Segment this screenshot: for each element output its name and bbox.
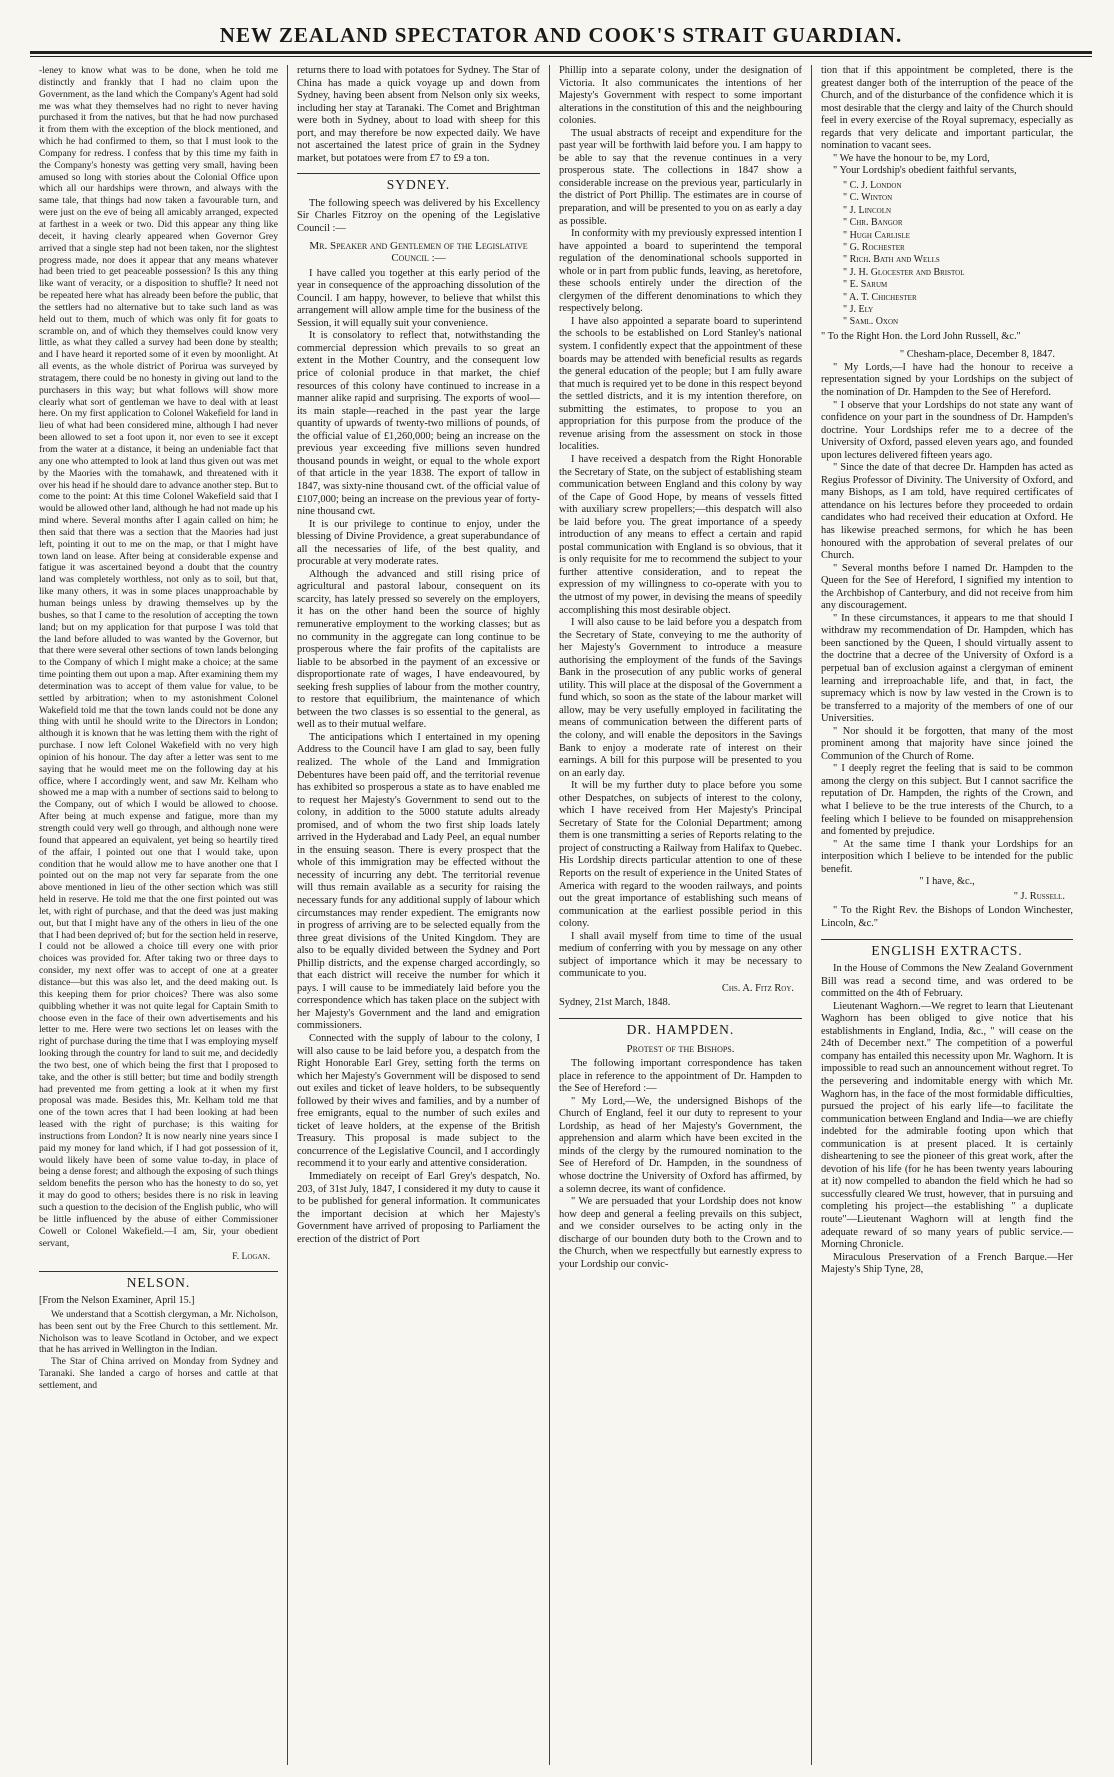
column-1 bbox=[30, 65, 288, 1765]
masthead: NEW ZEALAND SPECTATOR AND COOK'S STRAIT GUARDIAN. bbox=[219, 23, 903, 47]
extract-paragraph: In the House of Commons the New Zealand Government Bill was read a second time, and was ordered to be committed on the 4th of February. bbox=[821, 963, 1073, 1000]
speech-paragraph: I have received a despatch from the Right Honorable the Secretary of State, on the subject of establishing steam communication between England and this colony by way of the Cape of Good Hope, by means of vessels fitted with auxiliary screw propellers;—this despatch will also be laid before you. The great importance of a speedy introduction of any means to effect a certain and rapid postal communication with England is so obvious, that it is only requisite for me to recommend the subject to your further attentive consideration, and to repeat the expression of my willingness to co-operate with you to the utmost of my power, in devising the means of speedily accomplishing this most desirable object. bbox=[559, 453, 802, 616]
column-4 bbox=[812, 65, 1082, 1765]
bishop-signature: " J. Lincoln bbox=[843, 204, 892, 216]
bishop-signature: " Hugh Carlisle bbox=[843, 229, 910, 241]
bishop-signature: " C. Winton bbox=[843, 192, 893, 204]
sydney-intro: The following speech was delivered by his Excellency Sir Charles Fitzroy on the opening of the Legislative Council :— bbox=[297, 197, 540, 235]
speech-paragraph: The usual abstracts of receipt and expenditure for the past year will be forthwith laid before you. I am happy to be able to say that the revenue continues in a very prosperous state. The collections in 1847 show a considerable increase on the previous year, particularly in the district of Port Phillip. The estimates are in course of preparation, and will be presented to you on as early a day as possible. bbox=[559, 127, 802, 227]
protest-address: " To the Right Hon. the Lord John Russell, &c." bbox=[821, 330, 1021, 342]
bishop-signatures bbox=[843, 180, 1073, 329]
protest-paragraph: tion that if this appointment be completed, there is the greatest danger both of the interruption of the peace of the Church, and of the disturbance of the confidence which it is most desirable that the clergy and laity of the Church should feel in every exercise of the Royal supremacy, especially as regards that very delicate and important particular, the nomination to vacant sees. bbox=[821, 65, 1073, 152]
bishop-signature: " A. T. Chichester bbox=[843, 291, 917, 303]
speech-paragraph: I have also appointed a separate board to superintend the schools to be established on Lord Stanley's national system. I confidently expect that the appointment of these boards may be attended with beneficial results as regards the general education of the people; but I am fully aware that much is required yet to be done in this respect beyond the settled districts, and it is my intention therefore, on submitting the estimates, to propose to you an appropriation for this purpose from the produce of the revenue arising from the assessment on stock in those localities. bbox=[559, 315, 802, 453]
reply-paragraph: " I deeply regret the feeling that is said to be common among the clergy on this subject. But I cannot sacrifice the reputation of Dr. Hampden, the rights of the Crown, and what I believe to be the true interests of the Church, to a feeling which I believe to be founded on misapprehension and fomented by prejudice. bbox=[821, 763, 1073, 838]
logan-letter-text: -leney to know what was to be done, when he told me distinctly and frankly that I had no claim upon the Government, as the land which the Company's Agent had sold me was what they themselves had no right to never having purchased it from the natives, but that he had now purchased it from them with the exception of the block mentioned, and which he had confirmed to them, so that I must look to the Company for redress. I confess that by this time my faith in the Company's honesty was getting very small, having been amused so long with stories about the Colonial Office upon which all our hardships were thrown, and always with the same tale, that things had now taken a favourable turn, and were just on the eve of being all amicably arranged, expected at farthest in a week or two. Did this appear any thing like deceit, it having clearly appeared when Governor Grey arrived that a single step had not been taken, nor the slightest progress made, nor does it appear that any means whatever had been tried to get peaceable possession? Is this any thing like want of veracity, or a disposition to shuffle? It need not be repeated here what has already been before the public, that the settlers had no alternative but to take such land as was held out to them, much of which was only fit for goats to scramble on, and of which they themselves could know very little, as what they called a survey had been done by stealth; and I have heard it reported some of it even by moonlight. At all events, as the whole district of Porirua was surveyed by stratagem, there could be no honesty in giving out land to the purchasers in this way; but what follows will show more clearly what sort of gentleman we have to deal with at least here. On my first application to Colonel Wakefield for land in lieu of what had been considered mine, although I had never been allowed to set a foot upon it, nor even to see it except from the water at a distance, it being an undeniable fact that any one who attempted to look at land thus given out was met by the Maories with the tomahawk, and threatened with it over his head if he should dare to advance another step. But to come to the point: At this time Colonel Wakefield said that I would be allowed other land, although he had not made up his mind where. Several months after I again called on him; he then said that there was a section that the Maories had just left, pointing it out to me on the map, or that I might have town land on lease. After being at considerable expense and fatigue it was ascertained beyond a doubt that the country land was completely worthless, not only as to soil, but that, like many others, it was in some places unapproachable by human beings unless by drawing themselves up by the bushes, so that I came to the resolution of accepting the town land; but on my application for that purpose I was told that the land before alluded to was wanted by the Governor, but that there were several other sections of town lands belonging to the Company of which I might make a choice; at the same time pointing them out upon a map. After examining them my determination was to accept of them value for value, to be settled by arbitration; when to my astonishment Colonel Wakefield told me that the town lands could not be done any thing with until he should write to the Directors in London; although it is known that he was letting them with the right of purchase. I now left Colonel Wakefield with no very high opinion of his honour. The day after a letter was sent to me saying that he would meet me on the following day at his office, where I accordingly went, and saw Mr. Kelham who showed me a map with a number of sections said to belong to the Company, out of which I would be allowed to choose. After being at much expense and fatigue, more than my strength could very well go through, and although none were found that appeared an equivalent, yet being so heartily tired of the affair, I pointed out one that I would take, upon condition that he would allow me to have another one that I pointed out on the map not very far separate from the one above mentioned in lieu of the other section which was still held in reserve. He told me that the one first pointed out was let, with right of purchase, and that the deed was just making out, but that I might have any of the others in lieu of the one that I had been deprived of; but for the section held in reserve, I could not be allowed a choice till every one with prior choices was provided for. After taking two or three days to consider, my next offer was to accept of one at a greater distance—but this was also let, and the deed making out. Is this keeping them for prior choices? There was also some quibbling whether it was not quite legal for Captain Smith to choose even in the face of their own advertisements and his letter to me. Here were two sections let on leases with the right of purchase during the time that I was employing myself looking through the country for land to suit me, and decidedly the two best, one of which being the first that I proposed to take, and the other is still better; but time and bodily strength had prevented me from getting a look at it when my first proposal was made. Besides this, Mr. Kelham told me that one of the town acres that I had been looking at had been leased with the right of purchase; is this waiting for instructions from London? It is now nearly nine years since I paid my money for land which, if I had got possession of it, would likely have been of some value to-day, in place of being a dense forest; and although the exposing of such things seldom benefits the person who has the honesty to do so, yet it may do good to others; besides there is no risk in leaving such a question to the decision of the English public, who will be little influenced by the abuse of either Commissioner Cowell or Colonel Wakefield.—I am, Sir, your obedient servant, bbox=[39, 65, 278, 1249]
reply-paragraph: " In these circumstances, it appears to me that should I withdraw my recommendation of Dr. Hampden, which has been sanctioned by the Queen, I should virtually assent to the doctrine that a decree of the University of Oxford is a perpetual ban of exclusion against a clergyman of eminent learning and irreproachable life, and that, in fact, the supremacy which is now by law vested in the Crown is to be transferred to a majority of the members of one of our Universities. bbox=[821, 612, 1073, 725]
fitzroy-signature: Chs. A. Fitz Roy. bbox=[721, 982, 794, 994]
bishop-signature: " E. Sarum bbox=[843, 279, 888, 291]
reply-paragraph: " I observe that your Lordships do not state any want of confidence on your part in the soundness of Dr. Hampden's doctrine. Your Lordships refer me to a decree of the University of Oxford, passed eleven years ago, and founded upon lectures delivered fifteen years ago. bbox=[821, 399, 1073, 461]
column-3 bbox=[550, 65, 812, 1765]
reply-paragraph: " Nor should it be forgotten, that many of the most prominent among that majority have since joined the Communion of the Church of Rome. bbox=[821, 725, 1073, 762]
masthead-rule-thick bbox=[30, 51, 1092, 54]
protest-closing: " We have the honour to be, my Lord, bbox=[833, 152, 990, 164]
speech-paragraph: Connected with the supply of labour to the colony, I will also cause to be laid before you, a despatch from the Right Honorable Earl Grey, setting forth the terms on which her Majesty's Government will be disposed to send out exiles and ticket of leave holders, to be subsequently followed by their wives and families, and by a number of free emigrants, equal to the number of such exiles and ticket of leave holders, at the expense of the British Treasury. This proposal is made subject to the concurrence of the Legislative Council, and I accordingly recommend it to your early and attentive consideration. bbox=[297, 1033, 540, 1170]
speech-paragraph: I have called you together at this early period of the year in consequence of the approaching dissolution of the Council. I am happy, however, to believe that whilst this arrangement will allow ample time for the business of the Session, it will equally suit your convenience. bbox=[297, 267, 540, 329]
protest-closing: " Your Lordship's obedient faithful servants, bbox=[833, 165, 1017, 177]
hampden-subheading: Protest of the Bishops. bbox=[626, 1042, 735, 1055]
bishop-signature: " C. J. London bbox=[843, 179, 902, 191]
extract-paragraph: Miraculous Preservation of a French Barque.—Her Majesty's Ship Tyne, 28, bbox=[821, 1251, 1073, 1276]
nelson-source: [From the Nelson Examiner, April 15.] bbox=[39, 1295, 195, 1307]
sydney-heading: SYDNEY. bbox=[297, 173, 540, 192]
nelson-continued-text: returns there to load with potatoes for Sydney. The Star of China has made a quick voyage up and down from Sydney, having been absent from Nelson only six weeks, including her stay at Taranaki. The Comet and Brightman were both in Sydney, about to load with sheep for this port, and may therefore be now expected daily. We have not ascertained the latest price of grain in the Sydney market, but potatoes were from £7 to £9 a ton. bbox=[297, 65, 540, 164]
speech-paragraph: I shall avail myself from time to time of the usual medium of conferring with you by message on any other subject of importance which it may be necessary to communicate to you. bbox=[559, 930, 802, 980]
hampden-heading: DR. HAMPDEN. bbox=[559, 1018, 802, 1037]
bishop-signature: " Saml. Oxon bbox=[843, 316, 899, 328]
speech-dateline: Sydney, 21st March, 1848. bbox=[559, 997, 671, 1009]
speech-paragraph: It is our privilege to continue to enjoy, under the blessing of Divine Providence, a great superabundance of all the necessaries of life, of the best quality, and procurable at very moderate rates. bbox=[297, 518, 540, 568]
bishop-signature: " J. Ely bbox=[843, 303, 874, 315]
nelson-heading: NELSON. bbox=[39, 1271, 278, 1289]
reply-address: " To the Right Rev. the Bishops of London Winchester, Lincoln, &c." bbox=[821, 905, 1073, 929]
reply-paragraph: " At the same time I thank your Lordships for an interposition which I believe to be intended for the public benefit. bbox=[821, 838, 1073, 875]
extract-paragraph: Lieutenant Waghorn.—We regret to learn that Lieutenant Waghorn has been obliged to give notice that his establishments in England, India, &c., " will cease on the 24th of December next." The competition of a powerful company has entailed this necessity upon Mr. Waghorn. It is impossible to read such an announcement without regret. To the persevering and indomitable energy with which Mr. Waghorn has, in the face of the most formidable difficulties, pursued the project of his early life—to facilitate the communication between England and India—we are chiefly indebted for the admirable footing upon which that communication is at present placed. It is certainly disheartening to see the pioneer of this great work, after the devotion of his life (for he has been twenty years labouring at it) now compelled to abandon the field which he had so successfully cleared We trust, however, that in pursuing and completing his project—the establishing " a duplicate route"—Lieutenant Waghorn will at length find the adequate reward of so many years of public service.—Morning Chronicle. bbox=[821, 1000, 1073, 1251]
hampden-paragraph: " We are persuaded that your Lordship does not know how deep and general a feeling prevails on this subject, and we consider ourselves to be acting only in the discharge of our bounden duty both to the Crown and to the Church, when we respectfully but earnestly express to your Lordship our convic- bbox=[559, 1196, 802, 1270]
extracts-heading: ENGLISH EXTRACTS. bbox=[821, 939, 1073, 958]
nelson-paragraph: We understand that a Scottish clergyman, a Mr. Nicholson, has been sent out by the Free Church to this settlement. Mr. Nicholson was to leave Scotland in October, and we expect that he has arrived in Wellington in the Indian. bbox=[39, 1308, 278, 1356]
bishop-signature: " J. H. Glocester and Bristol bbox=[843, 266, 965, 278]
speech-paragraph: Although the advanced and still rising price of agricultural and pastoral labour, consequent on its scarcity, has lately pressed so severely on the employers, it has on the other hand been the source of highly remunerative employment to the working classes; but as no community in the aggregate can long continue to be prosperous where the fair profits of the capitalists are liable to be absorbed in the payment of an excessive or disproportionate rate of wages, I have endeavoured, by seeking fresh supplies of labour from the mother country, to restore that equilibrium, the maintenance of which between the two classes is so essential to the general, as well as to their mutual welfare. bbox=[297, 568, 540, 731]
speech-paragraph: In conformity with my previously expressed intention I have appointed a board to superintend the temporal regulation of the denominational schools supported in whole or in part from public funds, leaving, as heretofore, these schools entirely under the direction of the clergymen of the different denominations to which they respectively belong. bbox=[559, 228, 802, 315]
reply-paragraph: " My Lords,—I have had the honour to receive a representation signed by your Lordships on the subject of the nomination of Dr. Hampden to the See of Hereford. bbox=[821, 361, 1073, 398]
column-2 bbox=[288, 65, 550, 1765]
bishop-signature: " Rich. Bath and Wells bbox=[843, 254, 940, 266]
reply-closing: " I have, &c., bbox=[919, 876, 975, 888]
hampden-paragraph: The following important correspondence has taken place in reference to the appointment of Dr. Hampden to the See of Hereford :— bbox=[559, 1058, 802, 1095]
columns bbox=[30, 65, 1092, 1765]
logan-signature: F. Logan. bbox=[232, 1251, 270, 1263]
speech-paragraph: It will be my further duty to place before you some other Despatches, on subjects of interest to the colony, which I have received from Her Majesty's Principal Secretary of State for the Colonial Department; among them is one transmitting a series of Reports relating to the project of constructing a Railway from Halifax to Quebec. His Lordship directs particular attention to one of these Reports on the result of experience in the United States of America with regard to the wooden railways, and points out the great importance of establishing such means of communication at the earliest possible period in this colony. bbox=[559, 780, 802, 930]
bishop-signature: " G. Rochester bbox=[843, 241, 905, 253]
masthead-rule-thin bbox=[30, 56, 1092, 57]
reply-paragraph: " Since the date of that decree Dr. Hampden has acted as Regius Professor of Divinity. The University of Oxford, and many Bishops, as I am told, have required certificates of attendance on his lectures before they proceeded to ordain candidates who had received their education at Oxford. He has likewise preached sermons, for which he has been honoured with the approbation of several prelates of our Church. bbox=[821, 462, 1073, 562]
speech-paragraph: Phillip into a separate colony, under the designation of Victoria. It also communicates the intentions of her Majesty's Government with respect to some important alterations in the constitution of this and the neighbouring colonies. bbox=[559, 65, 802, 127]
speech-paragraph: The anticipations which I entertained in my opening Address to the Council have I am glad to say, been fully realized. The whole of the Land and Immigration Debentures have been paid off, and the territorial revenue has exhibited so prosperous a state as to have enabled me to request her Majesty's Government to send out to the colony, in addition to the 5000 statute adults already promised, and of whom the two first ship loads lately arrived in the Hyderabad and Lady Peel, an equal number in the ensuing season. There is every prospect that the whole of this immigration may be effected without the necessity of incurring any debt. The territorial revenue will thus remain available as a security for raising the necessary funds for any additional supply of labour which circumstances may render expedient. The emigrants now in progress of arriving are to be selected equally from the three great divisions of the United Kingdom. They are also to be equally divided between the Sydney and Port Phillip districts, and the expense charged accordingly, so that each district will receive the number for which it pays. I will cause to be immediately laid before you the correspondence which has taken place on the subject with her Majesty's Government and the land and emigration commissioners. bbox=[297, 731, 540, 1032]
hampden-paragraph: " My Lord,—We, the undersigned Bishops of the Church of England, feel it our duty to represent to your Lordship, as head of her Majesty's Government, the apprehension and alarm which have been excited in the minds of the clergy by the rumoured nomination to the See of Hereford of Dr. Hampden, in the soundness of whose doctrine the University of Oxford has affirmed, by a solemn decree, its want of confidence. bbox=[559, 1095, 802, 1195]
speech-paragraph: Immediately on receipt of Earl Grey's despatch, No. 203, of 31st July, 1847, I considered it my duty to cause it to be published for general information. It communicates the important decision at which her Majesty's Government have arrived of proposing to Parliament the erection of the district of Port bbox=[297, 1171, 540, 1245]
speech-paragraph: It is consolatory to reflect that, notwithstanding the commercial depression which prevails to so great an extent in the Mother Country, and the consequent low price of colonial produce in that market, the chief resources of this colony have continued to increase in a manner alike rapid and surprising. The exports of wool—its main staple—reached in the past year the large quantity of upwards of twenty-two millions of pounds, of the official value of £1,260,000; being an increase on the previous year exceeding five millions seven hundred thousand pounds in weight, or equal to the whole export of that article in the year 1838. The export of tallow in 1847, was sixty-nine thousand cwt. of the official value of £107,000; being an increase on the previous year of forty-nine thousand cwt. bbox=[297, 330, 540, 518]
nelson-paragraph: The Star of China arrived on Monday from Sydney and Taranaki. She landed a cargo of horses and cattle at that settlement, and bbox=[39, 1356, 278, 1391]
russell-signature: " J. Russell. bbox=[1013, 890, 1065, 902]
bishop-signature: " Chr. Bangor bbox=[843, 217, 903, 229]
reply-paragraph: " Several months before I named Dr. Hampden to the Queen for the See of Hereford, I signified my intention to the Archbishop of Canterbury, and did not receive from him any discouragement. bbox=[821, 562, 1073, 612]
speech-paragraph: I will also cause to be laid before you a despatch from the Secretary of State, conveying to me the authority of her Majesty's Government to introduce a measure authorising the employment of the funds of the Savings Bank in the prosecution of any public works of general utility. This will place at the disposal of the Government a fund which, so soon as the state of the labour market will allow, may be very usefully employed in facilitating the means of communication between the different parts of the colony, and will enable the depositors in the Savings Bank to enjoy a moderate rate of interest on their earnings. A bill for this purpose will be presented to you on an early day. bbox=[559, 617, 802, 779]
reply-date: " Chesham-place, December 8, 1847. bbox=[899, 349, 1055, 361]
speech-salutation: Mr. Speaker and Gentlemen of the Legislative Council :— bbox=[309, 239, 528, 265]
